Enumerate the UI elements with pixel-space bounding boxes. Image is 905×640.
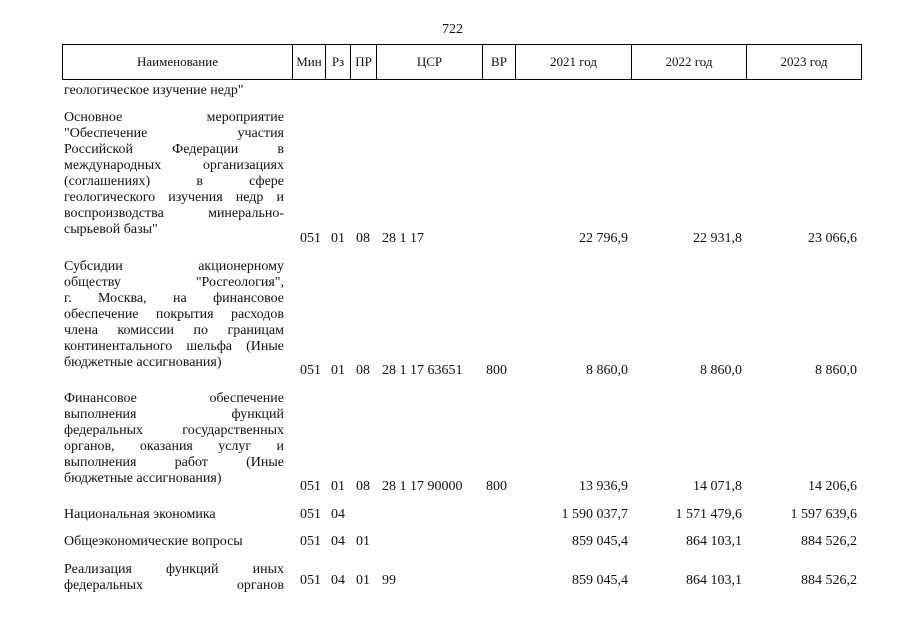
header-2022: 2022 год [632,45,747,79]
name-line: международных организациях [64,158,284,173]
cell-rz: 01 [331,479,345,494]
row-name [64,507,284,523]
page-number: 722 [442,22,463,37]
row-name [64,259,284,371]
cell-pr: 01 [356,534,370,549]
cell-csr: 99 [382,573,396,588]
name-line: г. Москва, на финансовое [64,291,284,306]
row-name [64,534,284,550]
cell-vr: 800 [486,479,507,494]
cell-min: 051 [300,534,321,549]
header-csr: ЦСР [377,45,483,79]
cell-2022: 8 860,0 [700,363,742,378]
header-2023: 2023 год [780,54,828,69]
cell-min: 051 [300,231,321,246]
cell-2022: 14 071,8 [693,479,742,494]
header-min: Мин [293,45,326,79]
name-line: обществу "Росгеология", [64,275,284,290]
name-line: члена комиссии по границам [64,323,284,338]
header-name: Наименование [63,45,293,79]
cell-csr: 28 1 17 63651 [382,363,463,378]
row-name [64,391,284,487]
cell-csr: 28 1 17 90000 [382,479,463,494]
cell-2023: 23 066,6 [808,231,857,246]
cell-2021: 8 860,0 [586,363,628,378]
cell-2021: 859 045,4 [572,573,628,588]
header-rz: Рз [326,45,351,79]
name-line: "Обеспечение участия [64,126,284,141]
name-line: континентального шельфа (Иные [64,339,284,354]
cell-rz: 04 [331,507,345,522]
cell-2022: 864 103,1 [686,573,742,588]
cell-2021: 1 590 037,7 [561,507,628,522]
cell-2021: 859 045,4 [572,534,628,549]
name-line: Субсидии акционерному [64,259,284,274]
cell-pr: 01 [356,573,370,588]
cell-2022: 1 571 479,6 [675,507,742,522]
name-line: Реализация функций иных [64,562,284,577]
name-line: Финансовое обеспечение [64,391,284,406]
cell-pr: 08 [356,231,370,246]
name-line: геологического изучения недр и [64,190,284,205]
name-line: обеспечение покрытия расходов [64,307,284,322]
cell-pr: 08 [356,479,370,494]
name-line: Российской Федерации в [64,142,284,157]
name-line: выполнения работ (Иные [64,455,284,470]
name-line: воспроизводства минерально- [64,206,284,221]
cell-2023: 8 860,0 [815,363,857,378]
name-line: сырьевой базы" [64,222,158,237]
header-pr: ПР [351,45,377,79]
cell-rz: 04 [331,534,345,549]
name-line: (соглашениях) в сфере [64,174,284,189]
name-line: бюджетные ассигнования) [64,355,222,370]
cell-pr: 08 [356,363,370,378]
cell-2023: 884 526,2 [801,534,857,549]
name-line: Основное мероприятие [64,110,284,125]
cell-2023: 14 206,6 [808,479,857,494]
cell-2023: 1 597 639,6 [790,507,857,522]
name-line: Национальная экономика [64,507,216,522]
cell-csr: 28 1 17 [382,231,424,246]
cell-min: 051 [300,573,321,588]
cell-rz: 04 [331,573,345,588]
cell-2023: 884 526,2 [801,573,857,588]
cell-min: 051 [300,363,321,378]
cell-rz: 01 [331,231,345,246]
header-2021: 2021 год [516,45,632,79]
name-line: федеральных государственных [64,423,284,438]
cell-2021: 13 936,9 [579,479,628,494]
row-name [64,110,284,238]
name-line: выполнения функций [64,407,284,422]
cell-min: 051 [300,479,321,494]
cell-2021: 22 796,9 [579,231,628,246]
continuation-text: геологическое изучение недр" [64,83,244,98]
name-line: бюджетные ассигнования) [64,471,222,486]
name-line: федеральных органов [64,578,284,593]
cell-2022: 22 931,8 [693,231,742,246]
cell-2022: 864 103,1 [686,534,742,549]
header-vr: ВР [483,45,516,79]
cell-vr: 800 [486,363,507,378]
cell-min: 051 [300,507,321,522]
cell-rz: 01 [331,363,345,378]
name-line: Общеэкономические вопросы [64,534,243,549]
name-line: органов, оказания услуг и [64,439,284,454]
row-name [64,562,284,594]
